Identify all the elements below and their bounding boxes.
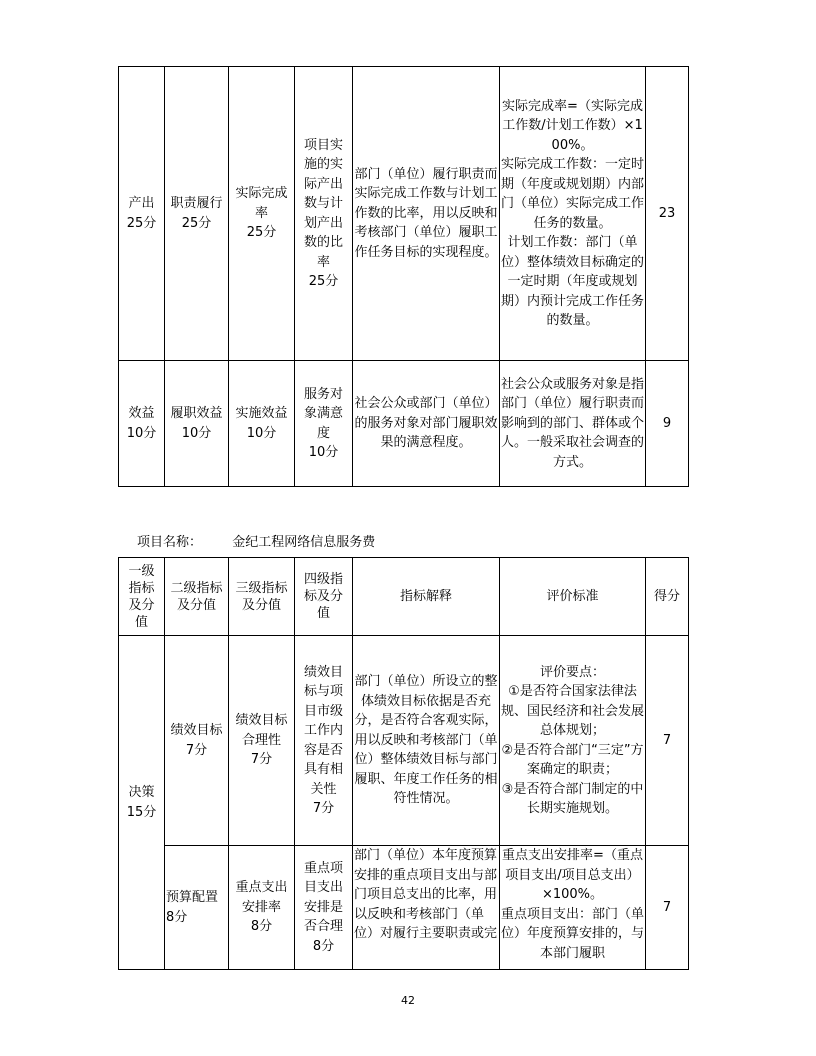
explanation-cell: 部门（单位）本年度预算安排的重点项目支出与部门项目总支出的比率，用以反映和考核部门（单位）对履行主要职责或完 [353, 846, 500, 970]
header-level4: 四级指 标及分 值 [295, 558, 353, 636]
header-explanation: 指标解释 [353, 558, 500, 636]
table-row [119, 67, 689, 361]
explanation-cell: 社会公众或部门（单位）的服务对象对部门履职效果的满意程度。 [353, 361, 500, 487]
score-cell: 7 [646, 846, 689, 970]
table-header-row [119, 558, 689, 636]
indicator-table-bottom [118, 557, 689, 970]
score-cell: 23 [646, 67, 689, 361]
project-name-line [137, 531, 375, 550]
header-level2: 二级指标 及分值 [165, 558, 229, 636]
level2-cell: 预算配置 8分 [165, 846, 229, 970]
standard-cell: 重点支出安排率=（重点项目支出/项目总支出）×100%。 重点项目支出：部门（单位）年度预算安排的，与本部门履职 [500, 846, 646, 970]
table-row [119, 361, 689, 487]
score-cell: 9 [646, 361, 689, 487]
level3-cell: 实施效益 10分 [229, 361, 295, 487]
level1-cell: 产出 25分 [119, 67, 165, 361]
project-name: 金纪工程网络信息服务费 [232, 535, 376, 550]
indicator-table-top [118, 66, 689, 487]
header-score: 得分 [646, 558, 689, 636]
project-label: 项目名称： [137, 535, 203, 550]
table-row [119, 636, 689, 846]
explanation-cell: 部门（单位）履行职责而实际完成工作数与计划工作数的比率，用以反映和考核部门（单位）履职工作任务目标的实现程度。 [353, 67, 500, 361]
standard-cell: 实际完成率=（实际完成工作数/计划工作数）×100%。 实际完成工作数：一定时期（年度或规划期）内部门（单位）实际完成工作任务的数量。 计划工作数：部门（单位）整体绩效目标确定的一定时期（年度或规划期）内预计完成工作任务的数量。 [500, 67, 646, 361]
level2-cell: 职责履行 25分 [165, 67, 229, 361]
level2-cell: 绩效目标 7分 [165, 636, 229, 846]
table-row [119, 846, 689, 970]
level3-cell: 绩效目标 合理性 7分 [229, 636, 295, 846]
page-number: 42 [401, 994, 415, 1007]
level4-cell: 服务对 象满意 度 10分 [295, 361, 353, 487]
level2-cell: 履职效益 10分 [165, 361, 229, 487]
level4-cell: 项目实 施的实 际产出 数与计 划产出 数的比 率 25分 [295, 67, 353, 361]
score-cell: 7 [646, 636, 689, 846]
standard-cell: 社会公众或服务对象是指部门（单位）履行职责而影响到的部门、群体或个人。一般采取社会调查的方式。 [500, 361, 646, 487]
level3-cell: 实际完成 率 25分 [229, 67, 295, 361]
level4-cell: 重点项 目支出 安排是 否合理 8分 [295, 846, 353, 970]
explanation-cell: 部门（单位）所设立的整体绩效目标依据是否充分，是否符合客观实际，用以反映和考核部门（单位）整体绩效目标与部门履职、年度工作任务的相符性情况。 [353, 636, 500, 846]
standard-cell: 评价要点： ①是否符合国家法律法规、国民经济和社会发展总体规划； ②是否符合部门“三定”方案确定的职责； ③是否符合部门制定的中长期实施规划。 [500, 636, 646, 846]
level1-cell: 决策 15分 [119, 636, 165, 970]
level1-cell: 效益 10分 [119, 361, 165, 487]
header-level1: 一级 指标 及分 值 [119, 558, 165, 636]
header-level3: 三级指标 及分值 [229, 558, 295, 636]
header-standard: 评价标准 [500, 558, 646, 636]
level3-cell: 重点支出 安排率 8分 [229, 846, 295, 970]
level4-cell: 绩效目 标与项 目市级 工作内 容是否 具有相 关性 7分 [295, 636, 353, 846]
